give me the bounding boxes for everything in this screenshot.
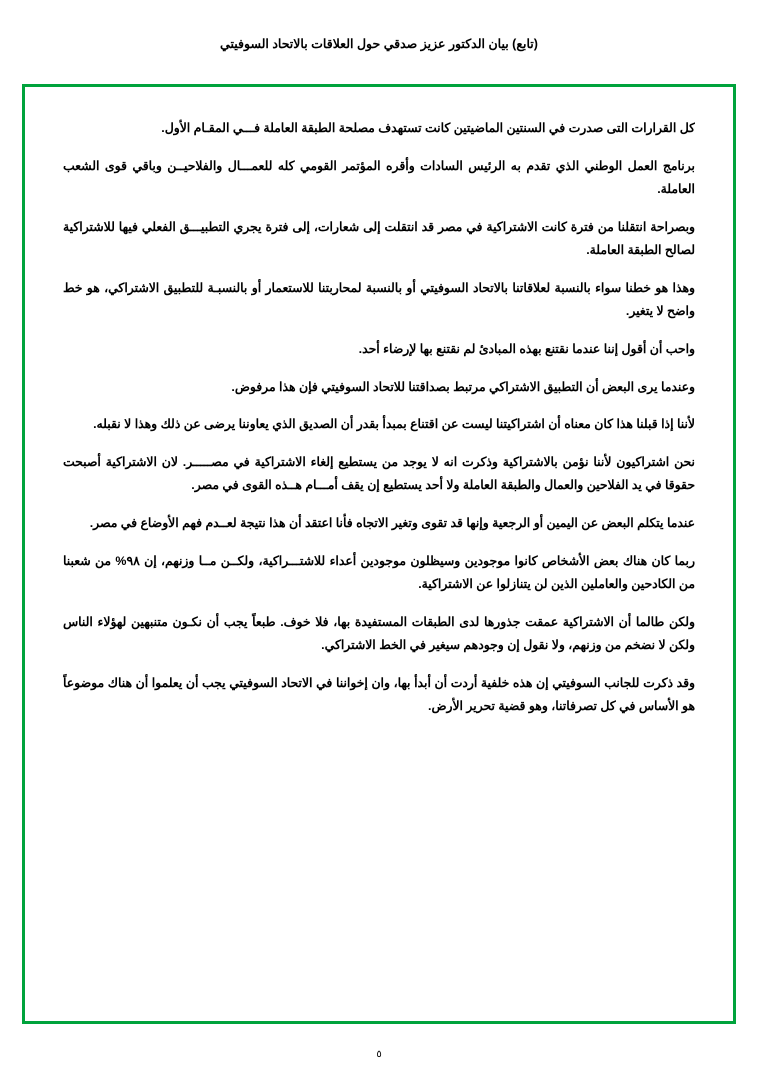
paragraph: واحب أن أقول إننا عندما نقتنع بهذه المبادئ لم نقتنع بها لإرضاء أحد.: [358, 341, 695, 356]
paragraph: ولكن طالما أن الاشتراكية عمقت جذورها لدى الطبقات المستفيدة بها، فلا خوف. طبعاً يجب أن نكـون متنبهين لهؤلاء الناس ولكن لا نضخم من وزنهم، ولا نقول إن وجودهم سيغير في الخط الاشتراكي.: [63, 615, 695, 652]
document-body: [63, 117, 695, 1001]
paragraph: عندما يتكلم البعض عن اليمين أو الرجعية وإنها قد تقوى وتغير الاتجاه فأنا اعتقد أن هذا نتيجة لعــدم فهم الأوضاع في مصر.: [89, 516, 695, 531]
paragraph: وعندما يرى البعض أن التطبيق الاشتراكي مرتبط بصداقتنا للاتحاد السوفيتي فإن هذا مرفوض.: [231, 379, 695, 394]
paragraph: لأننا إذا قبلنا هذا كان معناه أن اشتراكيتنا ليست عن اقتناع بمبدأ بقدر أن الصديق الذي يعاوننا يرضى عن ذلك وهذا لا نقبله.: [93, 417, 695, 432]
paragraph: برنامج العمل الوطني الذي تقدم به الرئيس السادات وأقره المؤتمر القومي كله للعمـــال والفلاحيــن وباقي قوى الشعب العاملة.: [63, 158, 695, 196]
content-frame-border: [22, 84, 736, 1024]
page-number: ٥: [376, 1049, 382, 1060]
paragraph: وهذا هو خطنا سواء بالنسبة لعلاقاتنا بالاتحاد السوفيتي أو بالنسبة لمحاربتنا للاستعمار أو بالنسبـة للتطبيق الاشتراكي، هو خط واضح لا يتغير.: [63, 280, 695, 318]
paragraph: وقد ذكرت للجانب السوفيتي إن هذه خلفية أردت أن أبدأ بها، وان إخواننا في الاتحاد السوفيتي يجب أن يعلموا أن هناك موضوعاً هو الأساس في كل تصرفاتنا، وهو قضية تحرير الأرض.: [63, 675, 695, 713]
paragraph: كل القرارات التى صدرت في السنتين الماضيتين كانت تستهدف مصلحة الطبقة العاملة فـــي المقـام الأول.: [161, 121, 695, 135]
paragraph: نحن اشتراكيون لأننا نؤمن بالاشتراكية وذكرت انه لا يوجد من يستطيع إلغاء الاشتراكية في مصـــــر. لان الاشتراكية أصبحت حقوقا في يد الفلاحين والعمال والطبقة العاملة ولا أحد يستطيع إن يقف أمـــام هــذه القوى في مصر.: [63, 455, 695, 493]
paragraph: وبصراحة انتقلنا من فترة كانت الاشتراكية في مصر قد انتقلت إلى شعارات، إلى فترة يجري التطبيـــق الفعلي فيها للاشتراكية لصالح الطبقة العاملة.: [63, 219, 695, 257]
document-header-title: (تابع) بيان الدكتور عزيز صدقي حول العلاقات بالاتحاد السوفيتي: [220, 37, 538, 51]
paragraph: ربما كان هناك بعض الأشخاص كانوا موجودين وسيظلون موجودين أعداء للاشتـــراكية، ولكــن مــا وزنهم، إن ٩٨% من شعبنا من الكادحين والعاملين الذين لن يتنازلوا عن الاشتراكية.: [63, 554, 695, 592]
